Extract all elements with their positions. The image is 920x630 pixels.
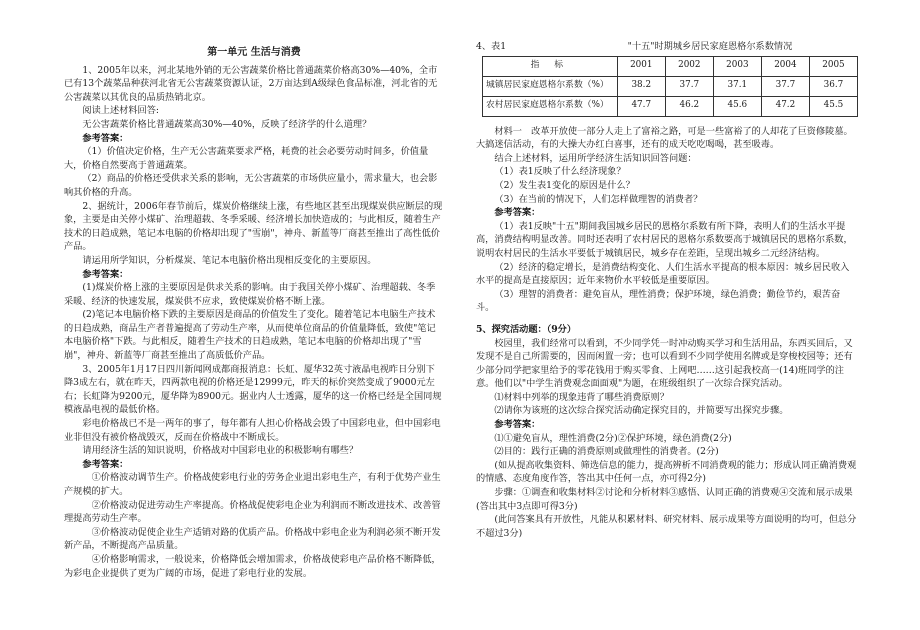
- q3-answer-1: ①价格波动调节生产。价格战使彩电行业的劳务企业退出彩电生产，有利于优势产业生产规模的扩大。: [64, 472, 441, 497]
- q5-text: 校园里，我们经常可以看到，不少同学凭一时冲动购买学习和生活用品，东西买回后，又发现不是自己所需要的，因而闲置一旁；也可以看到不少同学使用名牌或是穿梭校园等；还有少部分同学把家里给予的零花钱用于购买零食、上网吧……这引起我校高一(14)班同学的注意。他们以"中学生消费观念面面观"为题，在班级组织了一次综合探究活动。: [476, 337, 853, 390]
- q3-prompt: 请用经济生活的知识说明，价格战对中国彩电业的积极影响有哪些？: [82, 445, 359, 457]
- q3-answer-3: ③价格波动促使企业生产适销对路的优质产品。价格战中彩电企业为利润必须不断开发新产品，不断提高产品质量。: [64, 526, 441, 552]
- q4-sub-1: （1）表1反映了什么经济现象？: [494, 166, 626, 178]
- year-header: 2004: [761, 56, 809, 76]
- table-heading: [476, 40, 858, 54]
- q5-answer-1: ⑴①避免盲从，理性消费(2分)②保护环境，绿色消费(2分): [494, 432, 732, 444]
- table-header-row: [483, 56, 858, 76]
- answer-label: 参考答案：: [494, 419, 541, 431]
- engel-table: [482, 56, 858, 117]
- q3-answer-2: ②价格波动促进劳动生产率提高。价格战促使彩电企业为利润而不断改进技术、改善管理提高劳动生产率。: [64, 499, 441, 525]
- table-cell: 46.2: [665, 96, 713, 116]
- answer-label: 参考答案：: [82, 132, 129, 144]
- q2-text: 2、据统计，2006年春节前后，煤炭价格继续上涨，有些地区甚至出现煤炭供应断层的现象，主要是由关停小煤矿、治理超载、冬季采暖、经济增长加快造成的；与此相反，随着生产技术的日趋成熟，笔记本电脑的价格却出现了"雪崩"，神舟、新蓝等厂商甚至推出了高性低价产品。: [64, 200, 443, 253]
- unit-title: 第一单元 生活与消费: [207, 47, 301, 58]
- q1-text: 1、2005年以来，河北某地外销的无公害蔬菜价格比普通蔬菜价格高30%—40%，全市已有13个蔬菜品种获河北省无公害蔬菜资源认证，2万亩达到A级绿色食品标准，河北省的无公害蔬菜以其优良的品质热销北京。: [64, 64, 438, 103]
- answer-label: 参考答案：: [494, 207, 541, 219]
- answer-label: 参考答案：: [82, 268, 129, 280]
- q2-answer-2: (2)笔记本电脑价格下跌的主要原因是商品的价值发生了变化。随着笔记本电脑生产技术的日趋成熟，商品生产者普遍提高了劳动生产率，从而使单位商品的价值量降低，致使"笔记本电脑价格"下跌。与此相反，随着生产技术的日趋成熟，笔记本电脑的价格却出现了"雪崩"，神舟、新蓝等厂商甚至推出了高质低价产品。: [64, 309, 436, 362]
- table-row: [483, 96, 858, 116]
- q5-answer-2: ⑵目的：践行正确的消费原则或做理性的消费者。(2分): [494, 446, 719, 458]
- right-column: [476, 40, 858, 540]
- left-column: [64, 40, 444, 580]
- row-label: 农村居民家庭恩格尔系数（%）: [483, 96, 618, 116]
- q5-sub-2: ⑵请你为该班的这次综合探究活动确定探究目的，并简要写出探究步骤。: [494, 405, 789, 417]
- answer-label: 参考答案：: [82, 458, 129, 470]
- table-cell: 37.7: [665, 76, 713, 96]
- q3-answer-4: ④价格影响需求，一般说来，价格降低会增加需求，价格战使彩电产品价格不断降低，为彩电企业提供了更为广阔的市场，促进了彩电行业的发展。: [64, 553, 441, 579]
- q4-prompt: 结合上述材料，运用所学经济生活知识回答问题：: [494, 152, 697, 164]
- table-cell: 47.7: [617, 96, 665, 116]
- year-header: 2003: [713, 56, 761, 76]
- table-cell: 36.7: [809, 76, 857, 96]
- table-cell: 38.2: [617, 76, 665, 96]
- year-header: 2001: [617, 56, 665, 76]
- table-title: "十五"时期城乡居民家庭恩格尔系数情况: [627, 41, 793, 52]
- q1-answer-1: （1）价值决定价格，生产无公害蔬菜要求严格，耗费的社会必要劳动时间多，价值量大，价格自然要高于普通蔬菜。: [64, 146, 429, 171]
- q2-prompt: 请运用所学知识，分析煤炭、笔记本电脑价格出现相反变化的主要原因。: [82, 254, 377, 266]
- year-header: 2005: [809, 56, 857, 76]
- q5-heading: 5、探究活动题：（9分）: [476, 323, 577, 335]
- q5-answer-3: (如从提高收集资料、筛选信息的能力，提高辨析不同消费观的能力；形成认同正确消费观的情感、态度角度作答，答出其中任何一点，亦可得2分): [476, 459, 857, 485]
- q3-text: 3、2005年1月17日四川新闻网成都商报消息：长虹、厦华32英寸液晶电视昨日分别下降3成左右，就在昨天，四两款电视的价格还是12999元，昨天的标价突然变成了9000元左右；长虹降为9200元，厦华降为8900元。据业内人士透露，厦华的这一价格已经是全国同规模液晶电视的最低价格。: [64, 363, 442, 416]
- q1-answer-2: （2）商品的价格还受供求关系的影响，无公害蔬菜的市场供应量小，需求量大，也会影响其价格的升高。: [64, 173, 438, 198]
- q5-answer-4: 步骤：①调查和收集材料②讨论和分析材料③感悟、认同正确的消费观④交流和展示成果(答出其中3点即可得3分): [476, 487, 853, 512]
- q1-prompt: 阅读上述材料回答:: [82, 105, 159, 117]
- material-one: 材料一 改革开放使一部分人走上了富裕之路，可是一些富裕了的人却花了巨资修陵墓。大搞迷信活动，有的大操大办红白喜事，还有的成天吃吃喝喝，甚至吸毒。: [476, 125, 853, 151]
- q3-text-2: 彩电价格战已不是一两年的事了，每年都有人担心价格战会毁了中国彩电业，但中国彩电业非但没有被价格战毁灭，反而在价格战中不断成长。: [64, 418, 441, 443]
- table-cell: 45.6: [713, 96, 761, 116]
- table-cell: 47.2: [761, 96, 809, 116]
- year-header: 2002: [665, 56, 713, 76]
- q5-answer-5: (此问答案具有开放性，凡能从积累材料、研究材料、展示成果等方面说明的均可，但总分不超过3分): [476, 514, 857, 539]
- table-cell: 45.5: [809, 96, 857, 116]
- q4-answer-2: （2）经济的稳定增长，是消费结构变化、人们生活水平提高的根本原因：城乡居民收入水平的提高是直接原因；近年来物价水平较低是重要原因。: [476, 261, 850, 287]
- q2-answer-1: (1)煤炭价格上涨的主要原因是供求关系的影响。由于我国关停小煤矿、治理超载、冬季采暖、经济的快速发展，煤炭供不应求，致使煤炭价格不断上涨。: [64, 282, 436, 307]
- q4-label: 4、表1: [476, 41, 507, 52]
- q4-sub-3: （3）在当前的情况下，人们怎样做理智的消费者？: [494, 193, 703, 205]
- q4-answer-3: （3）理智的消费者：避免盲从，理性消费；保护环境，绿色消费；勤俭节约，艰苦奋斗。: [476, 288, 841, 314]
- row-label: 城镇居民家庭恩格尔系数（%）: [483, 76, 618, 96]
- q4-sub-2: （2）发生表1变化的原因是什么？: [494, 179, 635, 191]
- q1-question: 无公害蔬菜价格比普通蔬菜高30%—40%，反映了经济学的什么道理？: [82, 118, 372, 130]
- table-cell: 37.7: [761, 76, 809, 96]
- table-cell: 37.1: [713, 76, 761, 96]
- q4-answer-1: （1）表1反映"十五"期间我国城乡居民的恩格尔系数有所下降，表明人们的生活水平提高，消费结构明显改善。同时还表明了农村居民的恩格尔系数要高于城镇居民的恩格尔系数，说明农村居民的生活水平要低于城镇居民，城乡存在差距，呈现出城乡二元经济结构。: [476, 220, 853, 259]
- table-header-label: 指 标: [483, 56, 618, 76]
- table-row: [483, 76, 858, 96]
- q5-sub-1: ⑴材料中列举的现象违背了哪些消费原则？: [494, 391, 669, 403]
